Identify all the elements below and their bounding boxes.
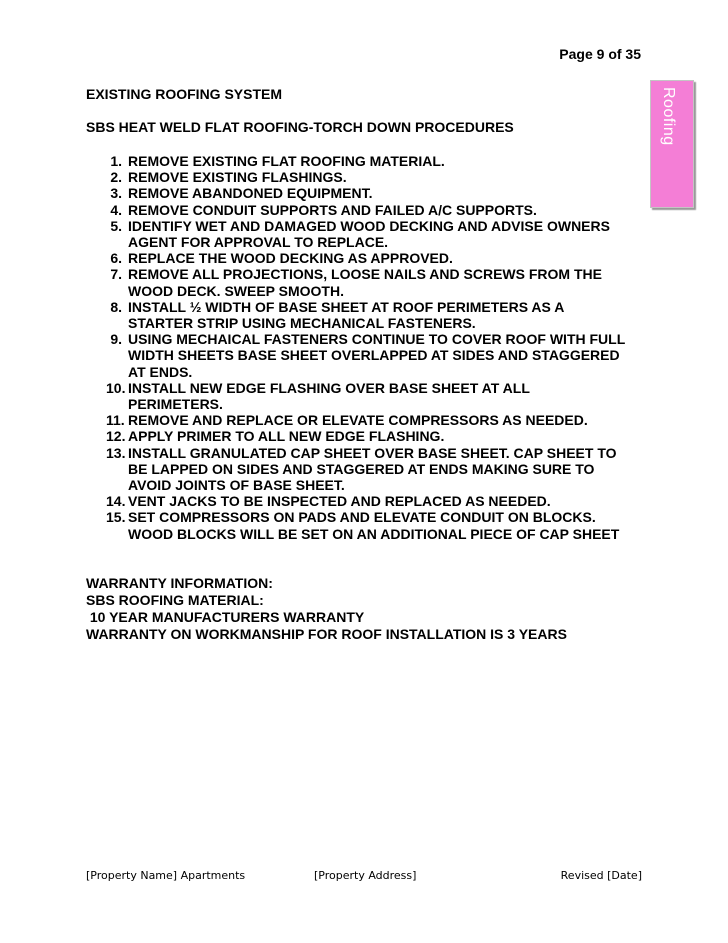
step-text	[128, 202, 646, 218]
warranty-workmanship: WARRANTY ON WORKMANSHIP FOR ROOF INSTALLATION IS 3 YEARS	[86, 625, 567, 642]
step-number: 10.	[106, 379, 126, 396]
step-text-line: REMOVE ABANDONED EQUIPMENT.	[128, 185, 373, 202]
procedure-step	[86, 218, 646, 250]
step-text-line: STARTER STRIP USING MECHANICAL FASTENERS.	[128, 315, 476, 332]
warranty-heading: WARRANTY INFORMATION:	[86, 574, 273, 591]
step-text	[128, 299, 646, 331]
procedure-title: SBS HEAT WELD FLAT ROOFING-TORCH DOWN PROCEDURES	[86, 119, 514, 135]
step-text-line: WOOD BLOCKS WILL BE SET ON AN ADDITIONAL PIECE OF CAP SHEET	[128, 525, 620, 542]
step-text-line: AT ENDS.	[128, 363, 193, 380]
footer-property-name: [Property Name] Apartments	[86, 869, 246, 882]
step-number: 14.	[106, 493, 126, 510]
step-text-line: REMOVE EXISTING FLASHINGS.	[128, 169, 347, 186]
step-text-line: REMOVE ALL PROJECTIONS, LOOSE NAILS AND SCREWS FROM THE	[128, 266, 602, 283]
step-text-line: PERIMETERS.	[128, 396, 223, 413]
step-text-line: WOOD DECK. SWEEP SMOOTH.	[128, 282, 344, 299]
procedure-step	[86, 412, 646, 428]
page-number: Page 9 of 35	[559, 46, 641, 62]
step-number: 1.	[110, 153, 122, 169]
step-text-line: VENT JACKS TO BE INSPECTED AND REPLACED AS NEEDED.	[128, 493, 551, 510]
step-text-line: INSTALL ½ WIDTH OF BASE SHEET AT ROOF PERIMETERS AS A	[128, 298, 565, 315]
step-text	[128, 185, 646, 201]
step-number: 8.	[110, 298, 122, 315]
procedure-step	[86, 331, 646, 380]
roofing-section-tab	[650, 80, 694, 208]
step-number: 6.	[110, 250, 122, 267]
step-text-line: BE LAPPED ON SIDES AND STAGGERED AT ENDS MAKING SURE TO	[128, 460, 595, 477]
warranty-material: SBS ROOFING MATERIAL:	[86, 591, 264, 608]
footer-revised-date: Revised [Date]	[560, 869, 642, 882]
step-text	[128, 169, 646, 185]
step-number: 12.	[106, 428, 126, 445]
step-number: 3.	[110, 185, 122, 202]
warranty-manufacturer: 10 YEAR MANUFACTURERS WARRANTY	[86, 608, 365, 625]
step-number: 5.	[110, 217, 122, 234]
step-text-line: IDENTIFY WET AND DAMAGED WOOD DECKING AND ADVISE OWNERS	[128, 217, 610, 234]
step-text-line: AGENT FOR APPROVAL TO REPLACE.	[128, 234, 389, 251]
step-number: 9.	[110, 331, 122, 348]
step-text	[128, 445, 646, 494]
procedure-step	[86, 266, 646, 298]
step-text-line: SET COMPRESSORS ON PADS AND ELEVATE CONDUIT ON BLOCKS.	[128, 509, 596, 526]
step-number: 15.	[106, 509, 126, 526]
document-body	[86, 86, 646, 643]
step-text-line: APPLY PRIMER TO ALL NEW EDGE FLASHING.	[128, 428, 445, 445]
step-number: 7.	[110, 266, 122, 283]
step-text-line: AVOID JOINTS OF BASE SHEET.	[128, 477, 345, 494]
step-text-line: INSTALL GRANULATED CAP SHEET OVER BASE SHEET. CAP SHEET TO	[128, 444, 617, 461]
step-text	[128, 509, 646, 541]
step-text-line: USING MECHAICAL FASTENERS CONTINUE TO COVER ROOF WITH FULL	[128, 331, 626, 348]
procedure-step	[86, 250, 646, 266]
step-text	[128, 250, 646, 266]
procedure-step	[86, 428, 646, 444]
step-text-line: WIDTH SHEETS BASE SHEET OVERLAPPED AT SIDES AND STAGGERED	[128, 347, 620, 364]
procedure-steps-list	[86, 153, 646, 542]
procedure-step	[86, 380, 646, 412]
step-number: 13.	[106, 444, 126, 461]
section-title: EXISTING ROOFING SYSTEM	[86, 86, 283, 102]
procedure-step	[86, 202, 646, 218]
procedure-step	[86, 445, 646, 494]
step-text-line: INSTALL NEW EDGE FLASHING OVER BASE SHEET AT ALL	[128, 379, 530, 396]
step-number: 4.	[110, 201, 122, 218]
section-tab-label: Roofing	[660, 87, 677, 146]
step-number: 2.	[110, 169, 122, 186]
procedure-step	[86, 153, 646, 169]
procedure-step	[86, 185, 646, 201]
step-text	[128, 153, 646, 169]
step-text-line: REMOVE EXISTING FLAT ROOFING MATERIAL.	[128, 153, 445, 169]
step-text	[128, 493, 646, 509]
step-text-line: REPLACE THE WOOD DECKING AS APPROVED.	[128, 250, 453, 267]
procedure-step	[86, 509, 646, 541]
step-text	[128, 428, 646, 444]
step-text	[128, 331, 646, 380]
step-text-line: REMOVE CONDUIT SUPPORTS AND FAILED A/C SUPPORTS.	[128, 201, 537, 218]
warranty-section	[86, 575, 646, 643]
step-text	[128, 218, 646, 250]
step-text-line: REMOVE AND REPLACE OR ELEVATE COMPRESSORS AS NEEDED.	[128, 412, 588, 429]
step-text	[128, 412, 646, 428]
procedure-step	[86, 299, 646, 331]
step-text	[128, 380, 646, 412]
procedure-step	[86, 169, 646, 185]
step-text	[128, 266, 646, 298]
procedure-step	[86, 493, 646, 509]
footer-property-address: [Property Address]	[314, 869, 417, 882]
step-number: 11.	[106, 412, 125, 429]
